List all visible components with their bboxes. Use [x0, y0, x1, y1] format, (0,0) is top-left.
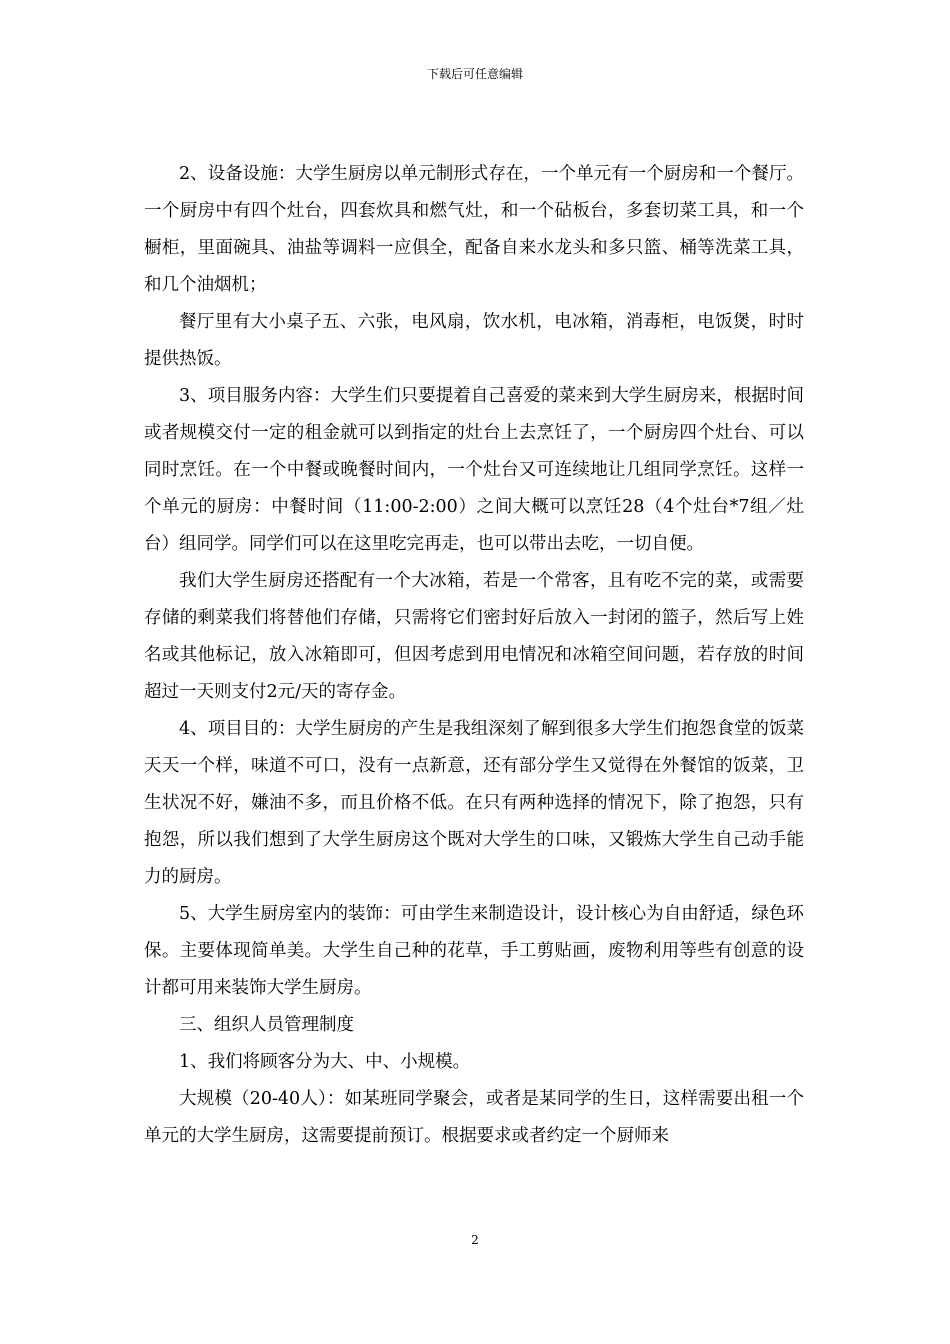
paragraph-decoration: 5、大学生厨房室内的装饰：可由学生来制造设计，设计核心为自由舒适，绿色环保。主要体现简单美。大学生自己种的花草，手工剪贴画，废物利用等些有创意的设计都可用来装饰大学生厨房。: [144, 904, 804, 998]
paragraph-large-scale: 大规模（20-40人）：如某班同学聚会，或者是某同学的生日，这样需要出租一个单元的大学生厨房，这需要提前预订。根据要求或者约定一个厨师来: [144, 1089, 804, 1146]
paragraph-dining-room: 餐厅里有大小桌子五、六张，电风扇，饮水机，电冰箱，消毒柜，电饭煲，时时提供热饭。: [144, 312, 804, 369]
paragraph-service-content: 3、项目服务内容：大学生们只要提着自己喜爱的菜来到大学生厨房来，根据时间或者规模交付一定的租金就可以到指定的灶台上去烹饪了，一个厨房四个灶台、可以同时烹饪。在一个中餐或晚餐时间内，一个灶台又可连续地让几组同学烹饪。这样一个单元的厨房：中餐时间（11:00-2:00）之间大概可以烹饪28（4个灶台*7组／灶台）组同学。同学们可以在这里吃完再走，也可以带出去吃，一切自便。: [144, 386, 804, 554]
page-header: 下载后可任意编辑: [426, 67, 523, 81]
paragraph-customer-scale: 1、我们将顾客分为大、中、小规模。: [179, 1052, 471, 1072]
paragraph-project-purpose: 4、项目目的：大学生厨房的产生是我组深刻了解到很多大学生们抱怨食堂的饭菜天天一个样，味道不可口，没有一点新意，还有部分学生又觉得在外餐馆的饭菜，卫生状况不好，嫌油不多，而且价格不低。在只有两种选择的情况下，除了抱怨，只有抱怨，所以我们想到了大学生厨房这个既对大学生的口味，又锻炼大学生自己动手能力的厨房。: [144, 719, 804, 887]
section-heading-management: 三、组织人员管理制度: [179, 1015, 354, 1035]
document-body: [144, 156, 804, 1155]
paragraph-equipment: 2、设备设施：大学生厨房以单元制形式存在，一个单元有一个厨房和一个餐厅。一个厨房中有四个灶台，四套炊具和燃气灶，和一个砧板台，多套切菜工具，和一个橱柜，里面碗具、油盐等调料一应俱全，配备自来水龙头和多只篮、桶等洗菜工具，和几个油烟机；: [144, 164, 804, 295]
page-number: 2: [471, 1233, 479, 1247]
paragraph-refrigerator: 我们大学生厨房还搭配有一个大冰箱，若是一个常客，且有吃不完的菜，或需要存储的剩菜我们将替他们存储，只需将它们密封好后放入一封闭的篮子，然后写上姓名或其他标记，放入冰箱即可，但因考虑到用电情况和冰箱空间问题，若存放的时间超过一天则支付2元/天的寄存金。: [144, 571, 804, 702]
